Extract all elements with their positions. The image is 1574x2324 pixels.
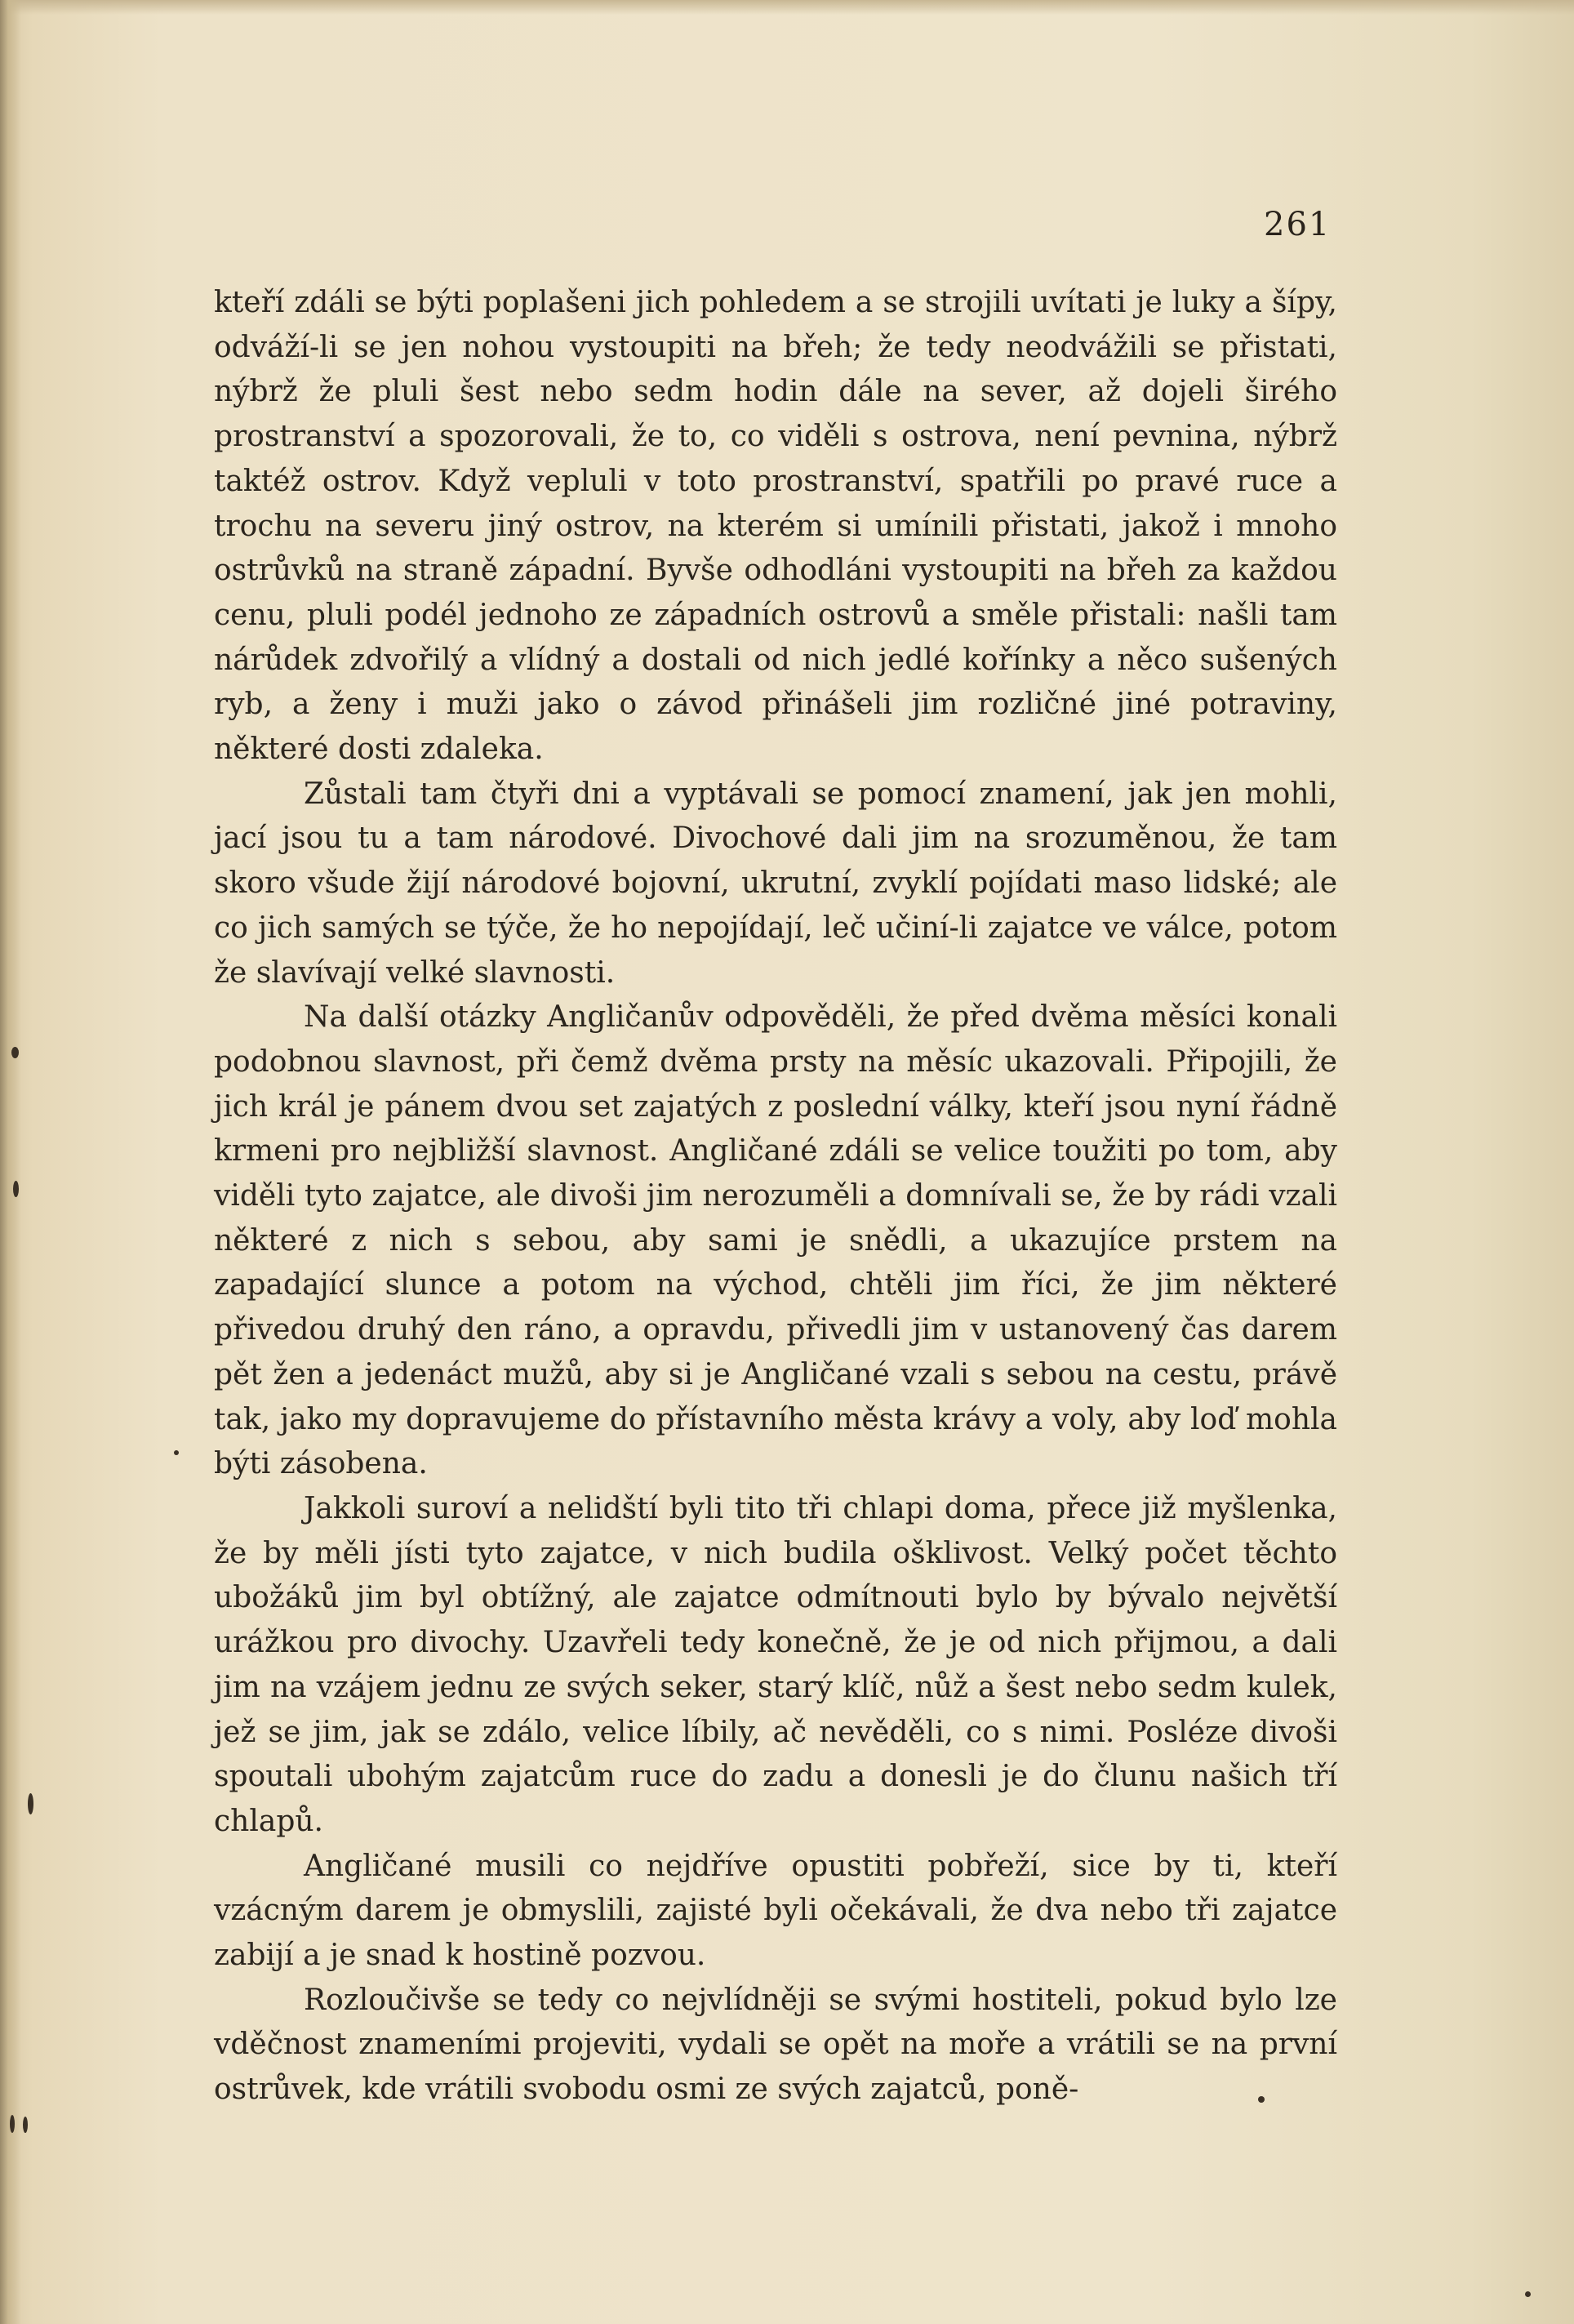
ink-speck xyxy=(23,2117,28,2133)
paragraph: Jakkoli suroví a nelidští byli tito tři chlapi doma, přece již myšlenka, že by měli jísti tyto zajatce, v nich budila ošklivost. Velký počet těchto ubožáků jim byl obtížný, ale zajatce odmítnouti bylo by bývalo největší urážkou pro divochy. Uzavřeli tedy konečně, že je od nich přijmou, a dali jim na vzájem jednu ze svých seker, starý klíč, nůž a šest nebo sedm kulek, jež se jim, jak se zdálo, velice líbily, ač nevěděli, co s nimi. Posléze divoši spoutali ubohým zajatcům ruce do zadu a donesli je do člunu našich tří chlapů. xyxy=(214,1491,1337,1838)
page-number: 261 xyxy=(1264,206,1332,243)
paragraph: Rozloučivše se tedy co nejvlídněji se svými hostiteli, pokud bylo lze vděčnost znameními projeviti, vydali se opět na moře a vrátili se na první ostrůvek, kde vrátili svobodu osmi ze svých zajatců, poně- xyxy=(214,1983,1337,2107)
ink-speck xyxy=(11,1047,19,1058)
ink-speck xyxy=(28,1793,33,1814)
binding-edge xyxy=(0,0,21,2324)
ink-speck xyxy=(10,2115,15,2133)
paragraph: Angličané musili co nejdříve opustiti pobřeží, sice by ti, kteří vzácným darem je obmyslili, zajisté byli očekávali, že dva nebo tři zajatce zabijí a je snad k hostině pozvou. xyxy=(214,1849,1337,1973)
body-text xyxy=(214,281,1337,2113)
paragraph: Zůstali tam čtyři dni a vyptávali se pomocí znamení, jak jen mohli, jací jsou tu a tam národové. Divochové dali jim na srozuměnou, že tam skoro všude žijí národové bojovní, ukrutní, zvyklí pojídati maso lidské; ale co jich samých se týče, že ho nepojídají, leč učiní-li zajatce ve válce, potom že slavívají velké slavnosti. xyxy=(214,777,1337,990)
paragraph: Na další otázky Angličanův odpověděli, že před dvěma měsíci konali podobnou slavnost, při čemž dvěma prsty na měsíc ukazovali. Připojili, že jich král je pánem dvou set zajatých z poslední války, kteří jsou nyní řádně krmeni pro nejbližší slavnost. Angličané zdáli se velice toužiti po tom, aby viděli tyto zajatce, ale divoši jim nerozuměli a domnívali se, že by rádi vzali některé z nich s sebou, aby sami je snědli, a ukazujíce prstem na zapadající slunce a potom na východ, chtěli jim říci, že jim některé přivedou druhý den ráno, a opravdu, přivedli jim v ustanovený čas darem pět žen a jedenáct mužů, aby si je Angličané vzali s sebou na cestu, právě tak, jako my dopravujeme do přístavního města krávy a voly, aby loď mohla býti zásobena. xyxy=(214,1000,1337,1481)
ink-speck xyxy=(13,1181,19,1197)
ink-speck xyxy=(1525,2291,1531,2297)
paragraph: kteří zdáli se býti poplašeni jich pohledem a se strojili uvítati je luky a šípy, odváží-li se jen nohou vystoupiti na břeh; že tedy neodvážili se přistati, nýbrž že pluli šest nebo sedm hodin dále na sever, až dojeli širého prostranství a spozorovali, že to, co viděli s ostrova, není pevnina, nýbrž taktéž ostrov. Když vepluli v toto prostranství, spatřili po pravé ruce a trochu na severu jiný ostrov, na kterém si umínili přistati, jakož i mnoho ostrůvků na straně západní. Byvše odhodláni vystoupiti na břeh za každou cenu, pluli podél jednoho ze západních ostrovů a směle přistali: našli tam nárůdek zdvořilý a vlídný a dostali od nich jedlé kořínky a něco sušených ryb, a ženy i muži jako o závod přinášeli jim rozličné jiné potraviny, některé dosti zdaleka. xyxy=(214,286,1337,767)
ink-speck xyxy=(174,1450,179,1455)
